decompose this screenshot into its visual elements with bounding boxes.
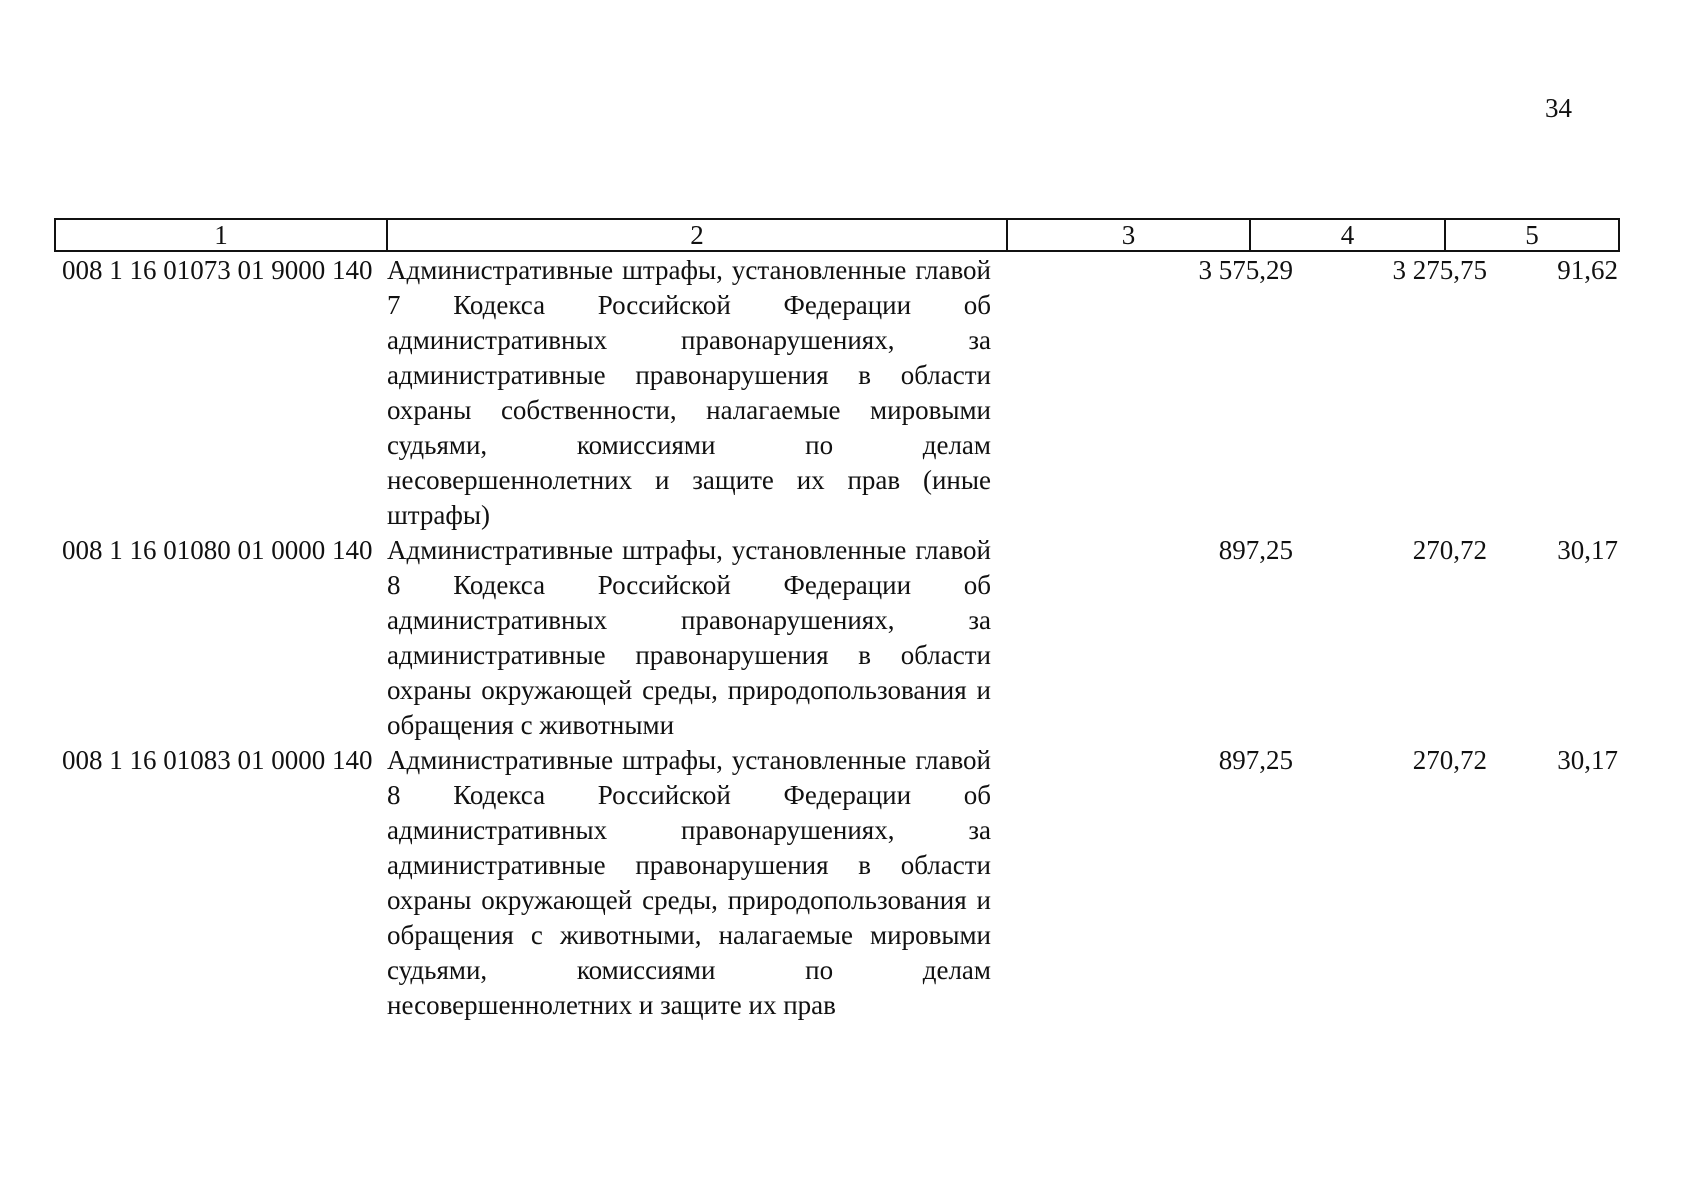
row-description: Административные штрафы, установленные главой 8 Кодекса Российской Федерации об административных правонарушениях, за административные правонарушения в области охраны окружающей среды, природопользования и обращения с животными, налагаемые мировыми судьями, комиссиями по делам несовершеннолетних и защите их прав [387, 745, 991, 1020]
value-col4: 270,72 [1412, 535, 1487, 565]
value-col3: 897,25 [1218, 535, 1293, 565]
page-number: 34 [1545, 93, 1572, 123]
budget-code: 008 1 16 01083 01 0000 140 [62, 745, 373, 775]
table-header-cell-5: 5 [1444, 220, 1618, 250]
table-header-row [54, 218, 1620, 252]
budget-code: 008 1 16 01080 01 0000 140 [62, 535, 373, 565]
value-col5: 91,62 [1557, 255, 1618, 285]
value-col4: 270,72 [1412, 745, 1487, 775]
value-col3: 3 575,29 [1198, 255, 1293, 285]
table-header-cell-1: 1 [214, 220, 228, 250]
table-header-cell-2: 2 [386, 220, 1006, 250]
value-col3: 897,25 [1218, 745, 1293, 775]
value-col5: 30,17 [1557, 535, 1618, 565]
row-description: Административные штрафы, установленные главой 8 Кодекса Российской Федерации об административных правонарушениях, за административные правонарушения в области охраны окружающей среды, природопользования и обращения с животными [387, 535, 991, 740]
value-col5: 30,17 [1557, 745, 1618, 775]
table-header-cell-3: 3 [1006, 220, 1249, 250]
value-col4: 3 275,75 [1392, 255, 1487, 285]
row-description: Административные штрафы, установленные главой 7 Кодекса Российской Федерации об административных правонарушениях, за административные правонарушения в области охраны собственности, налагаемые мировыми судьями, комиссиями по делам несовершеннолетних и защите их прав (иные штрафы) [387, 255, 991, 530]
table-header-cell-4: 4 [1249, 220, 1444, 250]
budget-code: 008 1 16 01073 01 9000 140 [62, 255, 373, 285]
